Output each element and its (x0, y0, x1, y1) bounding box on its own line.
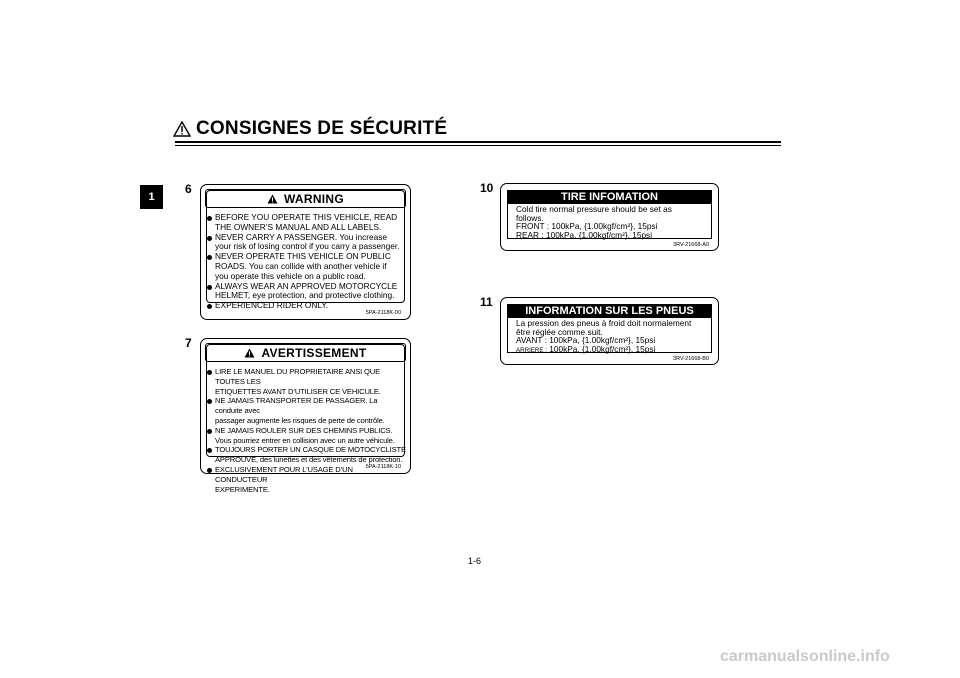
list-item (206, 445, 406, 465)
tire-info-body (507, 204, 712, 239)
item-line: ALWAYS WEAR AN APPROVED MOTORCYCLE (215, 280, 398, 291)
label-code: 5PA-2118K-10 (365, 464, 401, 470)
tire-line: REAR : 100kPa, {1.00kgf/cm²}, 15psi (516, 229, 653, 240)
warning-banner-text: AVERTISSEMENT (261, 345, 367, 360)
item-line: BEFORE YOU OPERATE THIS VEHICLE, READ (215, 212, 398, 222)
rear-value: 100kPa, {1.00kgf/cm²}, 15psi (546, 343, 656, 354)
item-line: you operate this vehicle on a public road. (215, 270, 366, 281)
list-item (206, 252, 406, 281)
header-rule-thick (175, 141, 781, 143)
tire-info-body (507, 318, 712, 353)
page-title: CONSIGNES DE SÉCURITÉ (196, 118, 448, 139)
list-item (206, 396, 406, 425)
warning-banner (205, 189, 406, 208)
watermark: carmanualsonline.info (720, 648, 890, 665)
item-line: APPROUVE, des lunettes et des vêtements de protection. (215, 455, 403, 465)
item-line: TOUJOURS PORTER UN CASQUE DE MOTOCYCLISTE (215, 445, 406, 455)
list-item (206, 367, 406, 396)
list-item (206, 426, 406, 446)
tire-line: AVANT : 100kPa, {1.00kgf/cm²}, 15psi (516, 335, 656, 346)
item-line: THE OWNER’S MANUAL AND ALL LABELS. (215, 221, 382, 232)
item-line: LIRE LE MANUEL DU PROPRIETAIRE ANSI QUE TOUTES LES (215, 367, 381, 386)
item-line: EXPERIENCED RIDER ONLY. (215, 300, 329, 311)
item-line: EXPERIMENTE. (215, 484, 270, 494)
warning-triangle-icon (244, 348, 255, 358)
item-line: HELMET, eye protection, and protective clothing. (215, 290, 395, 301)
item-line: your risk of losing control if you carry a passenger. (215, 241, 400, 252)
tire-line-rear (516, 345, 711, 356)
label-number-6: 6 (185, 182, 192, 196)
list-item (206, 282, 406, 302)
list-item (206, 233, 406, 253)
label-number-7: 7 (185, 336, 192, 350)
warning-banner (205, 343, 406, 362)
warning-label-english (200, 184, 411, 320)
tire-line: La pression des pneus à froid doit normalement (516, 318, 692, 328)
page-header (173, 118, 447, 140)
tire-line: follows. (516, 212, 544, 223)
chapter-tab: 1 (140, 185, 163, 209)
warning-items (206, 367, 406, 494)
warning-label-french (200, 338, 411, 494)
label-code: 3RV-21668-B0 (673, 356, 709, 362)
tire-line: Cold tire normal pressure should be set as (516, 204, 672, 214)
warning-triangle-icon (267, 194, 278, 204)
item-line: NE JAMAIS ROULER SUR DES CHEMINS PUBLICS. (215, 425, 393, 435)
item-line: NE JAMAIS TRANSPORTER DE PASSAGER. La conduite avec (215, 396, 378, 416)
item-line: EXCLUSIVEMENT POUR L’USAGE D’UN CONDUCTEUR (215, 464, 353, 484)
warning-banner-text: WARNING (283, 191, 345, 206)
label-number-11: 11 (480, 295, 493, 309)
header-rule-thin (175, 145, 781, 146)
tire-info-label-french (500, 297, 719, 365)
tire-line: être réglée comme suit. (516, 326, 603, 337)
label-number-10: 10 (480, 181, 494, 195)
warning-items (206, 213, 406, 311)
item-line: NEVER CARRY A PASSENGER. You increase (215, 231, 388, 242)
list-item (206, 213, 406, 233)
label-code: 3RV-21668-A0 (673, 242, 709, 248)
item-line: passager augmente les risques de perte de contrôle. (215, 415, 385, 425)
label-code: 5PA-2118K-00 (365, 310, 401, 316)
page-number: 1-6 (468, 556, 482, 566)
item-line: NEVER OPERATE THIS VEHICLE ON PUBLIC (215, 251, 391, 262)
warning-triangle-icon (173, 121, 191, 137)
item-line: ROADS. You can collide with another vehicle if (215, 260, 387, 271)
item-line: ETIQUETTES AVANT D’UTILISER CE VEHICULE. (215, 386, 381, 396)
tire-info-title: TIRE INFOMATION (507, 190, 712, 204)
tire-info-title: INFORMATION SUR LES PNEUS (507, 304, 712, 318)
tire-info-label-english (500, 183, 719, 251)
item-line: Vous pourriez entrer en collision avec un autre véhicule. (215, 435, 395, 445)
tire-line: FRONT : 100kPa, {1.00kgf/cm²}, 15psi (516, 221, 658, 232)
rear-prefix: ARRIERE : (516, 346, 547, 354)
